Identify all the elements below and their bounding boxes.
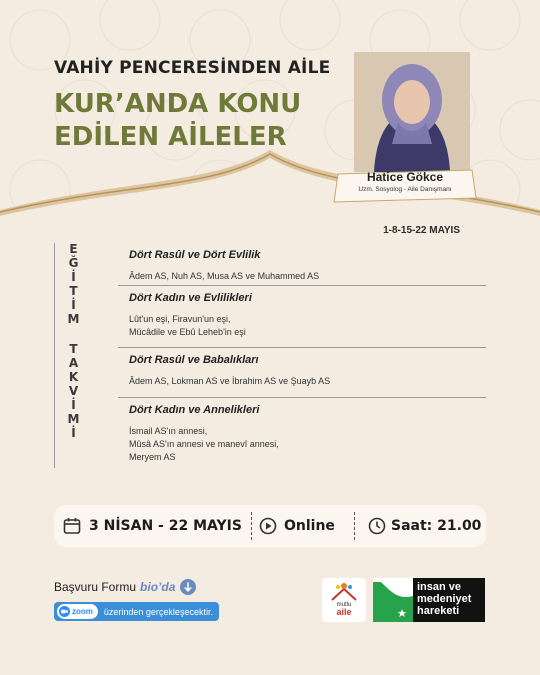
schedule-item [118, 348, 486, 398]
schedule-item [118, 286, 486, 348]
info-bar [54, 505, 486, 547]
detail-line: İsmail AS'ın annesi, [129, 426, 208, 436]
insan-ve-medeniyet-logo [373, 578, 485, 622]
schedule-item-title: Dört Kadın ve Annelikleri [129, 404, 260, 416]
schedule-item-title: Dört Rasûl ve Dört Evlilik [129, 249, 261, 261]
clock-icon [368, 517, 386, 535]
vertical-letter: İ [71, 298, 76, 312]
schedule-item [118, 398, 486, 470]
mode [252, 505, 354, 547]
speaker-photo [354, 52, 470, 172]
date-range-text: 3 NİSAN - 22 MAYIS [89, 518, 242, 534]
speaker-title: Uzm. Sosyolog - Aile Danışmanı [358, 186, 452, 193]
vertical-letter: A [68, 356, 79, 370]
vertical-letter: K [68, 370, 79, 384]
detail-line: Âdem AS, Nuh AS, Musa AS ve Muhammed AS [129, 271, 320, 281]
logo-text-aile: aile [336, 607, 352, 617]
logo-text-line: medeniyet [417, 593, 472, 605]
mutlu-aile-logo [322, 578, 366, 622]
event-subtitle: VAHİY PENCERESİNDEN AİLE [54, 58, 331, 78]
vertical-letter: T [69, 342, 78, 356]
crescent-icon [373, 578, 413, 622]
zoom-badge [54, 602, 219, 621]
zoom-logo [57, 604, 98, 619]
schedule-item-detail [129, 366, 486, 394]
arrow-down-icon [180, 579, 196, 595]
detail-line: Meryem AS [129, 452, 176, 462]
schedule-item [118, 243, 486, 286]
detail-line: Mücâdile ve Ebû Leheb'in eşi [129, 327, 246, 337]
vertical-label [54, 243, 92, 468]
mode-text: Online [284, 518, 335, 534]
vertical-letter: T [69, 284, 78, 298]
vertical-letter: M [67, 412, 80, 426]
vertical-letter: İ [71, 426, 76, 440]
vertical-letter: İ [71, 270, 76, 284]
vertical-letter: E [69, 242, 78, 256]
event-title: KUR’ANDA KONU EDİLEN AİLELER [54, 89, 302, 152]
logo-text-line: hareketi [417, 605, 460, 617]
schedule-list [118, 243, 486, 470]
time [355, 505, 481, 547]
schedule-item-detail [129, 416, 486, 470]
vertical-letter: V [68, 384, 79, 398]
play-icon [259, 517, 277, 535]
date-range [54, 505, 251, 547]
detail-line: Âdem AS, Lokman AS ve İbrahim AS ve Şuayb AS [129, 376, 331, 386]
application-form-link[interactable] [54, 579, 196, 595]
schedule-item-title: Dört Rasûl ve Babalıkları [129, 354, 259, 366]
logo-text-mutlu: mutlu [336, 602, 352, 608]
form-label: Başvuru Formu [54, 580, 137, 594]
bio-label: bio’da [140, 580, 176, 594]
vertical-letter: M [67, 312, 80, 326]
detail-line: Lût'un eşi, Firavun'un eşi, [129, 314, 231, 324]
schedule-item-title: Dört Kadın ve Evlilikleri [129, 292, 252, 304]
speaker-name: Hatice Gökce [366, 170, 444, 184]
time-text: Saat: 21.00 [391, 518, 482, 534]
zoom-wordmark: zoom [72, 607, 93, 616]
schedule-item-detail [129, 304, 486, 345]
detail-line: Mûsâ AS'ın annesi ve manevî annesi, [129, 439, 279, 449]
logo-text-line: insan ve [417, 581, 462, 593]
session-dates: 1-8-15-22 MAYIS [383, 225, 460, 236]
vertical-letter: İ [71, 398, 76, 412]
zoom-text: üzerinden gerçekleşecektir. [103, 606, 213, 617]
schedule-item-detail [129, 261, 486, 289]
vertical-letter: Ğ [68, 256, 79, 270]
speaker-name-card [330, 168, 480, 204]
calendar-icon [63, 517, 81, 535]
